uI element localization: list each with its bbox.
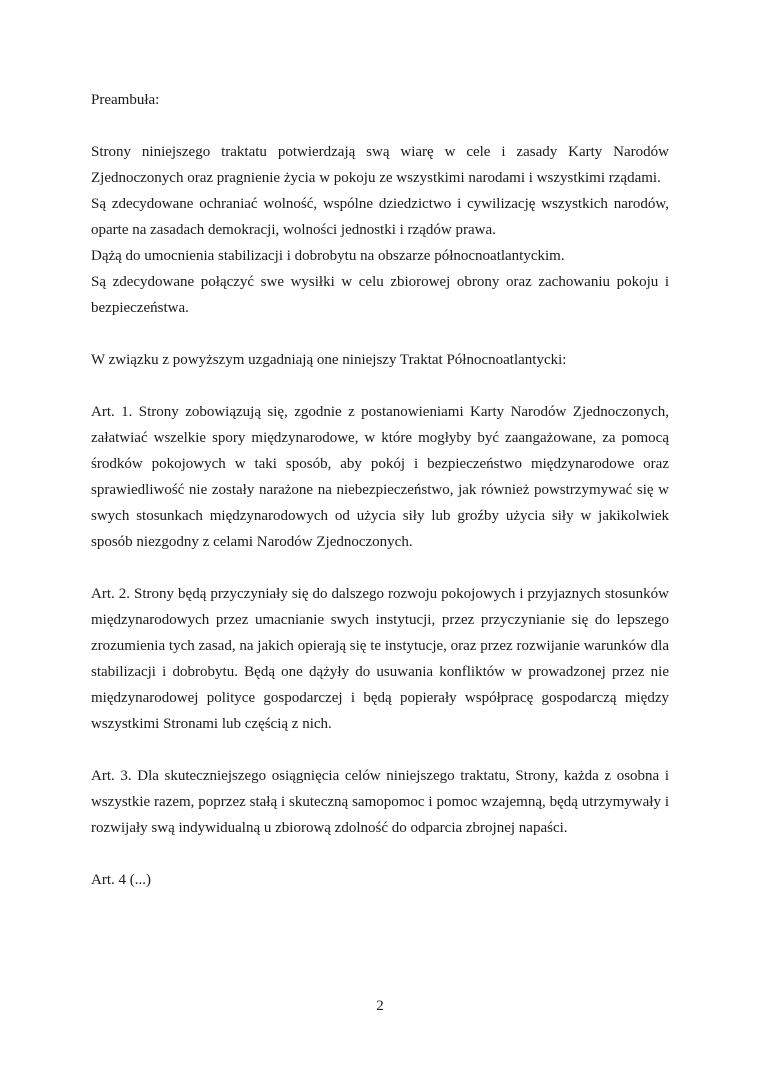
blank-line	[91, 841, 669, 867]
preamble-paragraph-4: Są zdecydowane połączyć swe wysiłki w celu zbiorowej obrony oraz zachowaniu pokoju i bezpieczeństwa.	[91, 274, 669, 316]
blank-line	[91, 321, 669, 347]
agreement-line: W związku z powyższym uzgadniają one niniejszy Traktat Północnoatlantycki:	[91, 352, 567, 368]
blank-line	[91, 555, 669, 581]
preamble-paragraph-2: Są zdecydowane ochraniać wolność, wspólne dziedzictwo i cywilizację wszystkich narodów, oparte na zasadach demokracji, wolności jednostki i rządów prawa.	[91, 196, 669, 238]
article-2: Art. 2. Strony będą przyczyniały się do dalszego rozwoju pokojowych i przyjaznych stosunków międzynarodowych przez umacnianie swych instytucji, przez przyczynianie się do lepszego zrozumienia tych zasad, na jakich opierają się te instytucje, oraz przez rozwijanie warunków dla stabilizacji i dobrobytu. Będą one dążyły do usuwania konfliktów w prowadzonej przez nie międzynarodowej polityce gospodarczej i będą popierały współpracę gospodarczą między wszystkimi Stronami lub częścią z nich.	[91, 586, 669, 732]
article-4: Art. 4 (...)	[91, 872, 151, 888]
blank-line	[91, 373, 669, 399]
page-number: 2	[376, 998, 384, 1014]
article-1: Art. 1. Strony zobowiązują się, zgodnie z postanowieniami Karty Narodów Zjednoczonych, załatwiać wszelkie spory międzynarodowe, w które mogłyby być zaangażowane, za pomocą środków pokojowych w taki sposób, aby pokój i bezpieczeństwo międzynarodowe oraz sprawiedliwość nie zostały narażone na niebezpieczeństwo, jak również powstrzymywać się w swych stosunkach międzynarodowych od użycia siły lub groźby użycia siły w jakikolwiek sposób niezgodny z celami Narodów Zjednoczonych.	[91, 404, 669, 550]
document-body	[91, 87, 669, 893]
blank-line	[91, 737, 669, 763]
article-3: Art. 3. Dla skuteczniejszego osiągnięcia celów niniejszego traktatu, Strony, każda z osobna i wszystkie razem, poprzez stałą i skuteczną samopomoc i pomoc wzajemną, będą utrzymywały i rozwijały swą indywidualną u zbiorową zdolność do odparcia zbrojnej napaści.	[91, 768, 669, 836]
blank-line	[91, 113, 669, 139]
preamble-paragraph-3: Dążą do umocnienia stabilizacji i dobrobytu na obszarze północnoatlantyckim.	[91, 248, 565, 264]
preamble-paragraph-1: Strony niniejszego traktatu potwierdzają swą wiarę w cele i zasady Karty Narodów Zjednoczonych oraz pragnienie życia w pokoju ze wszystkimi narodami i wszystkimi rządami.	[91, 144, 669, 186]
preamble-heading: Preambuła:	[91, 92, 160, 108]
